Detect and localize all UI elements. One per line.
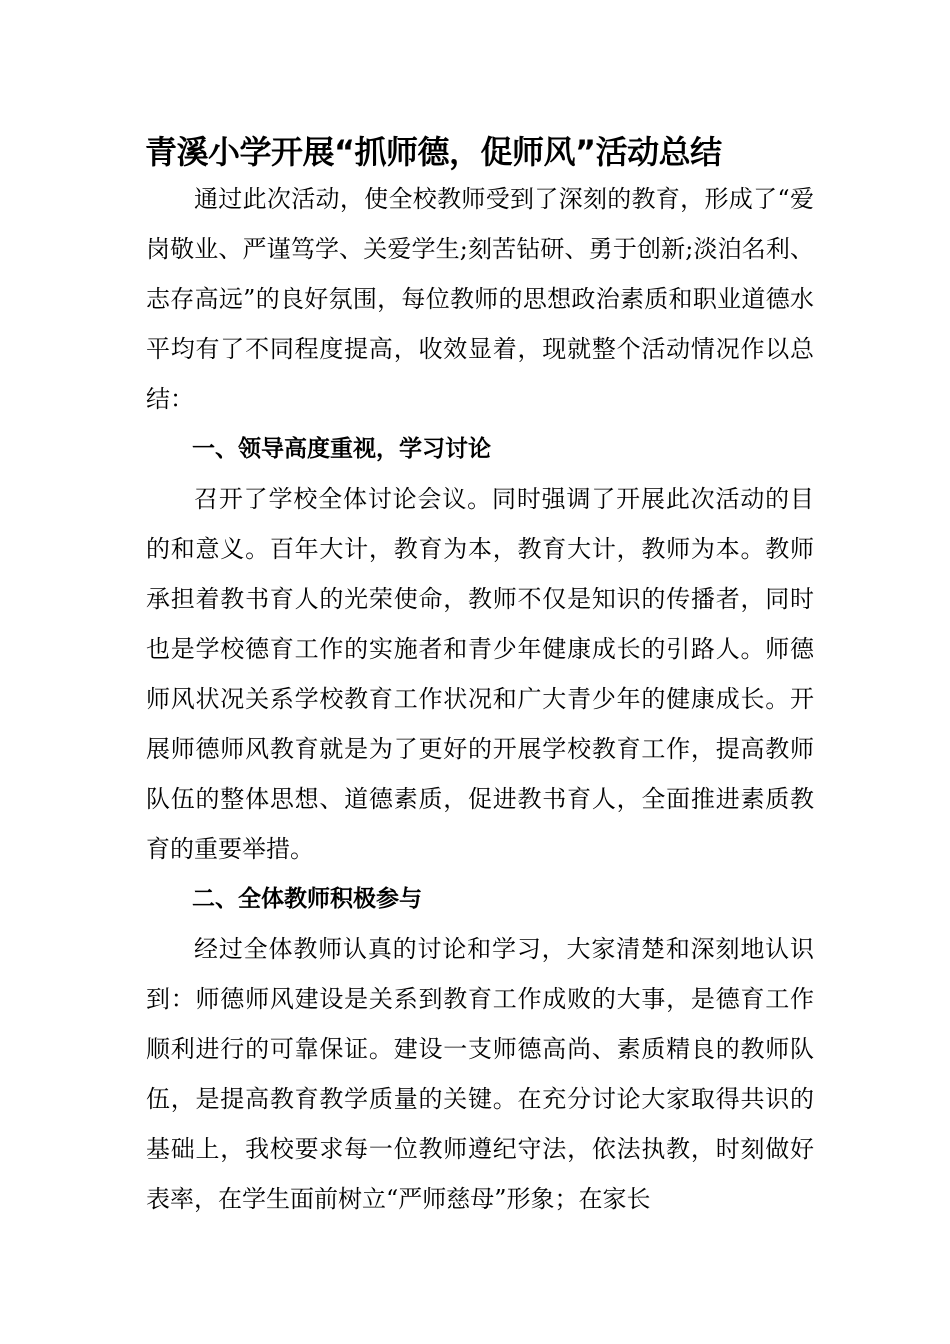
section-paragraph-1: 召开了学校全体讨论会议。同时强调了开展此次活动的目的和意义。百年大计，教育为本，教育大计，教师为本。教师承担着教书育人的光荣使命，教师不仅是知识的传播者，同时也是学校德育工作的实施者和青少年健康成长的引路人。师德师风状况关系学校教育工作状况和广大青少年的健康成长。开展师德师风教育就是为了更好的开展学校教育工作，提高教师队伍的整体思想、道德素质，促进教书育人，全面推进素质教育的重要举措。 — [146, 485, 814, 863]
document-title: 青溪小学开展“抓师德，促师风”活动总结 — [145, 133, 722, 171]
section-heading-2: 二、全体教师积极参与 — [192, 886, 422, 912]
section-paragraph-2: 经过全体教师认真的讨论和学习，大家清楚和深刻地认识到：师德师风建设是关系到教育工作成败的大事，是德育工作顺利进行的可靠保证。建设一支师德高尚、素质精良的教师队伍，是提高教育教学质量的关键。在充分讨论大家取得共识的基础上，我校要求每一位教师遵纪守法，依法执教，时刻做好表率，在学生面前树立“严师慈母”形象；在家长 — [146, 935, 814, 1213]
intro-paragraph: 通过此次活动，使全校教师受到了深刻的教育，形成了“爱岗敬业、严谨笃学、关爱学生;刻苦钻研、勇于创新;淡泊名利、志存高远”的良好氛围，每位教师的思想政治素质和职业道德水平均有了不同程度提高，收效显着，现就整个活动情况作以总结： — [146, 185, 814, 413]
document-body — [146, 174, 814, 1224]
section-heading-1: 一、领导高度重视，学习讨论 — [192, 436, 491, 462]
